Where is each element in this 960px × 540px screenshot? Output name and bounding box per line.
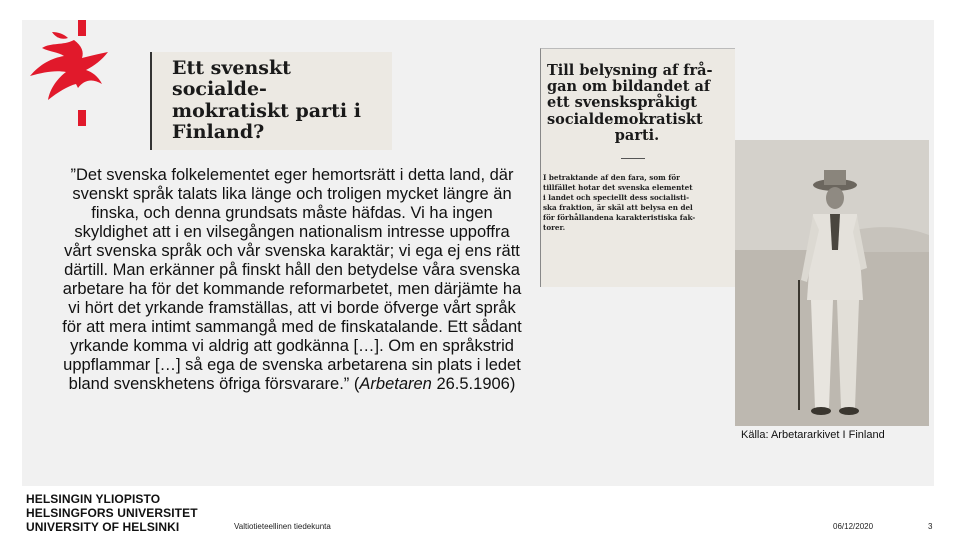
historical-portrait-photo bbox=[735, 140, 929, 426]
photo-caption: Källa: Arbetararkivet I Finland bbox=[741, 429, 885, 441]
university-flame-logo bbox=[22, 18, 114, 128]
quote-text: ”Det svenska folkelementet eger hemortsrätt i detta land, där svenskt språk talats lika länge och troligen mycket längre än finska, och denna grundsats måste häfdas. Vi ha ingen skyldighet att i en vilsegången nationalism intresse uppoffra vårt svenska språk och vår svenska karaktär; vi ega ej ens rätt därtill. Man erkänner på finskt håll den betydelse våra svenska arbetare ha för det kommande reformarbetet, men därjämte ha vi hört det yrkande framställas, att vi borde öfverge vårt språk för att mera intimt sammangå med de finskatalande. Ett sådant yrkande komma vi aldrig att godkänna […]. Om en språkstrid uppflammar […] så ega de svenska arbetarena sin plats i ledet bland svenskhetens öfriga försvarare.” (Arbetaren 26.5.1906) bbox=[62, 166, 522, 393]
newspaper-clipping-headline bbox=[150, 52, 392, 150]
university-name: HELSINGIN YLIOPISTO HELSINGFORS UNIVERSITET UNIVERSITY OF HELSINKI bbox=[26, 492, 198, 534]
footer-date: 06/12/2020 bbox=[833, 522, 874, 531]
article-headline-text: Till belysning af frå- gan om bildandet af ett svenskspråkigt socialdemokratiskt parti. bbox=[547, 62, 713, 144]
page-number: 3 bbox=[928, 522, 933, 531]
article-body-text: I betraktande af den fara, som för tillfället hotar det svenska elementet i landet och speciellt dess socialisti- ska fraktion, är skäl att belysa en del för förhållandena karakteristiska fak- torer. bbox=[543, 173, 696, 233]
quote-source-date: 26.5.1906) bbox=[431, 375, 516, 393]
portrait-illustration bbox=[735, 140, 929, 426]
newspaper-clipping-article bbox=[540, 48, 735, 287]
quote-source-title: Arbetaren bbox=[359, 375, 432, 393]
article-rule bbox=[621, 158, 645, 159]
clipping-headline-text: Ett svenskt socialde- mokratiskt parti i Finland? bbox=[172, 57, 361, 143]
footer-department: Valtiotieteellinen tiedekunta bbox=[234, 522, 331, 531]
